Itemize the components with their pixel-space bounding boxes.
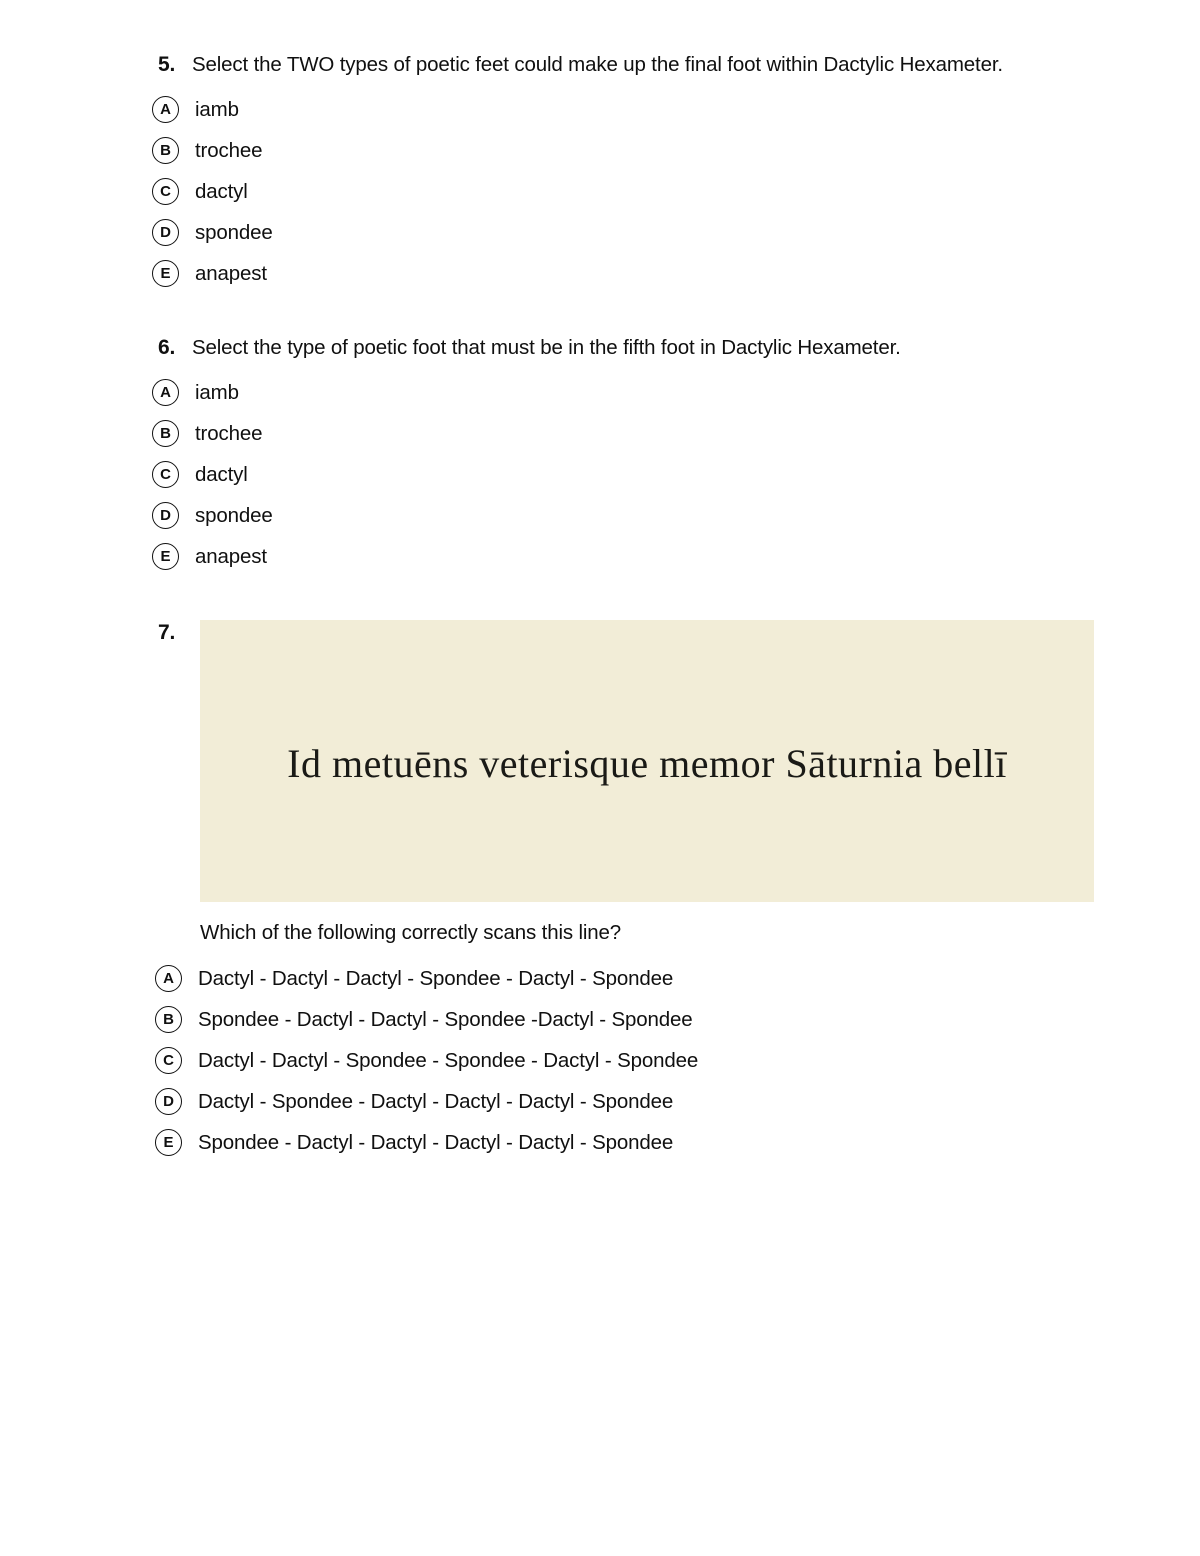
option-bubble-e[interactable]: E xyxy=(152,260,179,287)
question-5-prompt: Select the TWO types of poetic feet could make up the final foot within Dactylic Hexameter. xyxy=(192,53,1003,76)
option-a[interactable] xyxy=(152,89,1200,130)
option-label-d: spondee xyxy=(195,503,273,527)
option-label-b: Spondee - Dactyl - Dactyl - Spondee -Dactyl - Spondee xyxy=(198,1007,693,1031)
option-label-a: iamb xyxy=(195,380,239,404)
question-7-options xyxy=(0,958,1200,1163)
question-5-options xyxy=(0,89,1200,294)
question-6-prompt: Select the type of poetic foot that must be in the fifth foot in Dactylic Hexameter. xyxy=(192,336,901,359)
option-bubble-c[interactable]: C xyxy=(152,461,179,488)
question-6-number: 6. xyxy=(158,336,176,359)
latin-passage-panel xyxy=(200,620,1094,902)
option-a[interactable] xyxy=(152,372,1200,413)
option-d[interactable] xyxy=(152,495,1200,536)
option-a[interactable] xyxy=(155,958,1200,999)
option-bubble-a[interactable]: A xyxy=(152,379,179,406)
option-bubble-d[interactable]: D xyxy=(152,219,179,246)
option-d[interactable] xyxy=(155,1081,1200,1122)
option-label-a: Dactyl - Dactyl - Dactyl - Spondee - Dactyl - Spondee xyxy=(198,966,674,990)
question-6-header xyxy=(0,335,1200,361)
option-bubble-c[interactable]: C xyxy=(152,178,179,205)
question-7-header xyxy=(0,620,1200,902)
question-5-header xyxy=(0,52,1200,78)
option-bubble-e[interactable]: E xyxy=(155,1129,182,1156)
question-6 xyxy=(0,335,1200,577)
option-bubble-a[interactable]: A xyxy=(152,96,179,123)
option-label-e: anapest xyxy=(195,544,267,568)
question-6-options xyxy=(0,372,1200,577)
option-label-d: spondee xyxy=(195,220,273,244)
option-label-a: iamb xyxy=(195,97,239,121)
question-5 xyxy=(0,52,1200,294)
option-b[interactable] xyxy=(152,413,1200,454)
option-d[interactable] xyxy=(152,212,1200,253)
question-7-number: 7. xyxy=(158,621,176,644)
question-7-prompt: Which of the following correctly scans this line? xyxy=(200,921,622,944)
option-c[interactable] xyxy=(152,454,1200,495)
option-e[interactable] xyxy=(155,1122,1200,1163)
option-bubble-c[interactable]: C xyxy=(155,1047,182,1074)
option-bubble-a[interactable]: A xyxy=(155,965,182,992)
option-bubble-d[interactable]: D xyxy=(152,502,179,529)
option-label-b: trochee xyxy=(195,421,263,445)
option-bubble-b[interactable]: B xyxy=(152,137,179,164)
option-bubble-d[interactable]: D xyxy=(155,1088,182,1115)
option-label-e: anapest xyxy=(195,261,267,285)
option-label-c: dactyl xyxy=(195,462,248,486)
option-bubble-b[interactable]: B xyxy=(155,1006,182,1033)
option-label-e: Spondee - Dactyl - Dactyl - Dactyl - Dactyl - Spondee xyxy=(198,1130,674,1154)
option-label-d: Dactyl - Spondee - Dactyl - Dactyl - Dactyl - Spondee xyxy=(198,1089,674,1113)
option-e[interactable] xyxy=(152,536,1200,577)
option-bubble-e[interactable]: E xyxy=(152,543,179,570)
question-7 xyxy=(0,620,1200,1163)
option-label-b: trochee xyxy=(195,138,263,162)
latin-passage-text: Id metuēns veterisque memor Sāturnia bellī xyxy=(287,741,1007,786)
option-c[interactable] xyxy=(152,171,1200,212)
question-5-number: 5. xyxy=(158,53,176,76)
option-bubble-b[interactable]: B xyxy=(152,420,179,447)
option-label-c: Dactyl - Dactyl - Spondee - Spondee - Dactyl - Spondee xyxy=(198,1048,699,1072)
option-c[interactable] xyxy=(155,1040,1200,1081)
option-e[interactable] xyxy=(152,253,1200,294)
option-label-c: dactyl xyxy=(195,179,248,203)
option-b[interactable] xyxy=(152,130,1200,171)
option-b[interactable] xyxy=(155,999,1200,1040)
